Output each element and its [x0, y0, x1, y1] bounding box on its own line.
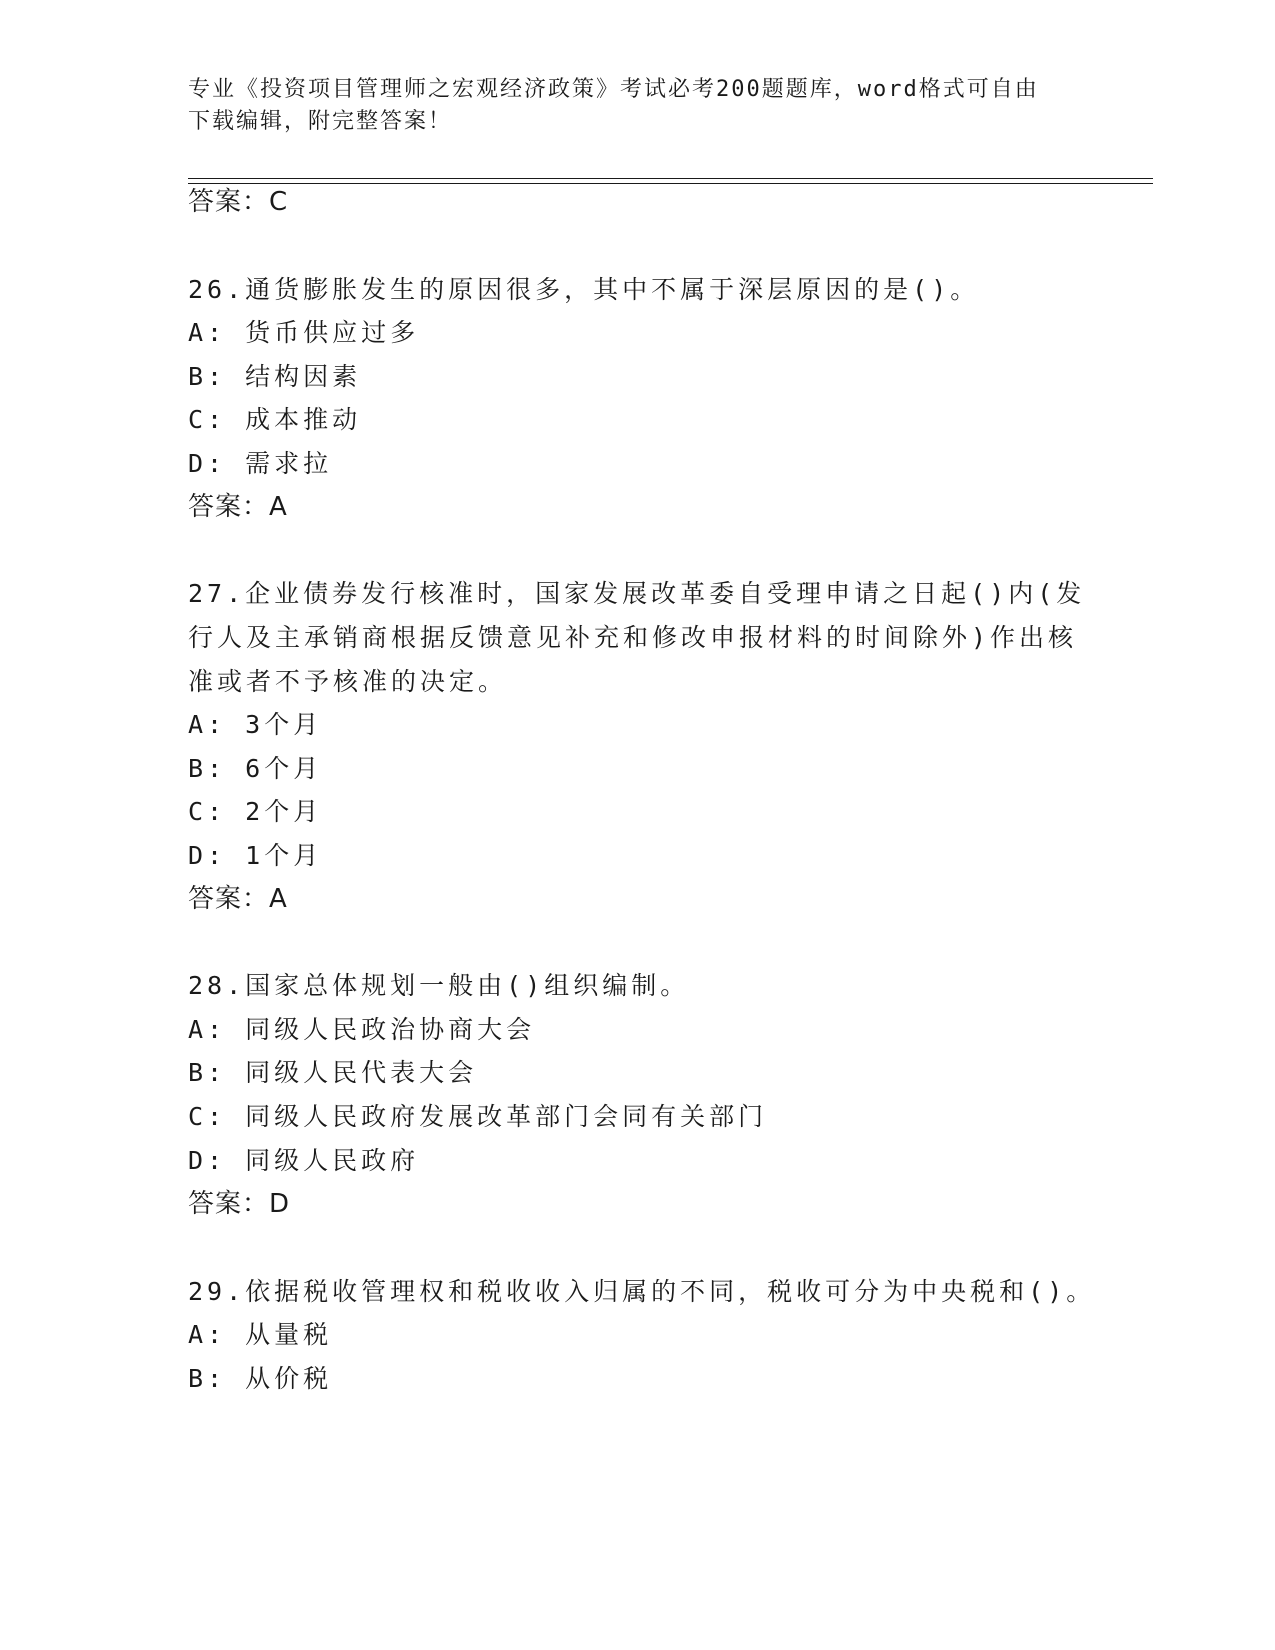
answer-line: 答案：C [188, 187, 289, 217]
option-b: B: 结构因素 [188, 362, 362, 391]
question-stem-cont: 准或者不予核准的决定。 [188, 667, 508, 696]
option-a: A: 从量税 [188, 1320, 333, 1349]
option-a: A: 同级人民政治协商大会 [188, 1015, 536, 1044]
answer-line: 答案：A [188, 884, 288, 914]
header-line-2: 下载编辑，附完整答案！ [188, 109, 453, 134]
document-header [188, 74, 1088, 138]
header-rule-top [188, 178, 1153, 179]
option-d: D: 1个月 [188, 841, 323, 870]
option-c: C: 成本推动 [188, 405, 362, 434]
option-b: B: 从价税 [188, 1364, 333, 1393]
option-a: A: 货币供应过多 [188, 318, 420, 347]
question-stem: 27.企业债券发行核准时，国家发展改革委自受理申请之日起()内(发 [188, 579, 1086, 608]
question-stem: 28.国家总体规划一般由()组织编制。 [188, 971, 690, 1000]
header-line-1: 专业《投资项目管理师之宏观经济政策》考试必考200题题库，word格式可自由 [188, 77, 1039, 102]
option-c: C: 2个月 [188, 797, 323, 826]
option-c: C: 同级人民政府发展改革部门会同有关部门 [188, 1102, 768, 1131]
question-stem: 29.依据税收管理权和税收收入归属的不同，税收可分为中央税和()。 [188, 1277, 1096, 1306]
answer-line: 答案：A [188, 492, 288, 522]
option-b: B: 同级人民代表大会 [188, 1058, 478, 1087]
option-b: B: 6个月 [188, 754, 323, 783]
option-a: A: 3个月 [188, 710, 323, 739]
question-stem-cont: 行人及主承销商根据反馈意见补充和修改申报材料的时间除外)作出核 [188, 623, 1078, 652]
question-stem: 26.通货膨胀发生的原因很多，其中不属于深层原因的是()。 [188, 275, 980, 304]
option-d: D: 需求拉 [188, 449, 333, 478]
option-d: D: 同级人民政府 [188, 1146, 420, 1175]
header-rule-bottom [188, 183, 1153, 184]
answer-line: 答案：D [188, 1189, 291, 1219]
